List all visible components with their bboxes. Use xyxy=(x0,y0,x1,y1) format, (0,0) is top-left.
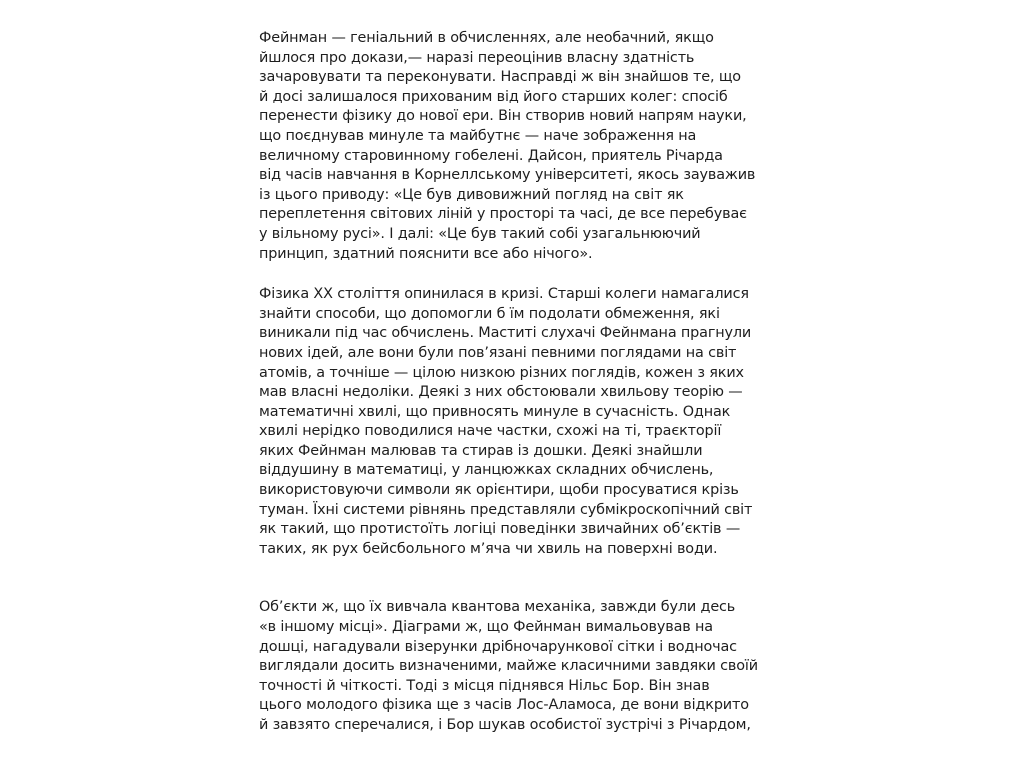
text-line: хвилі нерідко поводилися наче частки, схожі на ті, траєкторії xyxy=(259,423,722,440)
text-line: точності й чіткості. Тоді з місця піднявся Нільс Бор. Він знав xyxy=(259,677,710,694)
text-line: знайти способи, що допомогли б їм подолати обмеження, які xyxy=(259,305,720,322)
paragraph-3 xyxy=(259,598,779,735)
text-line: атомів, а точніше — цілою низкою різних поглядів, кожен з яких xyxy=(259,364,744,381)
text-line: як такий, що протистоїть логіці поведінки звичайних об’єктів — xyxy=(259,521,741,538)
text-line: таких, як рух бейсбольного м’яча чи хвиль на поверхні води. xyxy=(259,540,718,557)
text-line: принцип, здатний пояснити все або нічого». xyxy=(259,245,593,262)
text-line: й завзято сперечалися, і Бор шукав особистої зустрічі з Річардом, xyxy=(259,717,751,733)
text-column xyxy=(259,29,779,736)
text-line: використовуючи символи як орієнтири, щоби просуватися крізь xyxy=(259,482,739,499)
text-line: Фейнман — геніальний в обчисленнях, але необачний, якщо xyxy=(259,30,714,46)
text-line: яких Фейнман малював та стирав із дошки. Деякі знайшли xyxy=(259,442,703,459)
text-line: Фізика XX століття опинилася в кризі. Старші колеги намагалися xyxy=(259,286,749,303)
paragraph-1 xyxy=(259,29,779,264)
text-line: переплетення світових ліній у просторі та часі, де все перебуває xyxy=(259,206,747,223)
text-line: математичні хвилі, що привносять минуле в сучасність. Однак xyxy=(259,403,731,420)
text-line: Об’єкти ж, що їх вивчала квантова механіка, завжди були десь xyxy=(259,599,736,616)
text-line: у вільному русі». І далі: «Це був такий собі узагальнюючий xyxy=(259,225,701,242)
text-line: «в іншому місці». Діаграми ж, що Фейнман вимальовував на xyxy=(259,619,713,636)
text-line: цього молодого фізика ще з часів Лос-Аламоса, де вони відкрито xyxy=(259,697,749,714)
text-line: дошці, нагадували візерунки дрібночарункової сітки і водночас xyxy=(259,638,737,655)
text-line: що поєднував минуле та майбутнє — наче зображення на xyxy=(259,127,697,144)
text-line: зачаровувати та переконувати. Насправді ж він знайшов те, що xyxy=(259,69,741,86)
text-line: від часів навчання в Корнеллському університеті, якось зауважив xyxy=(259,167,756,184)
text-line: величному старовинному гобелені. Дайсон, приятель Річарда xyxy=(259,147,723,164)
text-line: виникали під час обчислень. Маститі слухачі Фейнмана прагнули xyxy=(259,325,752,342)
text-line: перенести фізику до нової ери. Він створив новий напрям науки, xyxy=(259,108,747,125)
text-line: виглядали досить визначеними, майже класичними завдяки своїй xyxy=(259,658,758,675)
paragraph-2 xyxy=(259,285,779,559)
text-line: віддушину в математиці, у ланцюжках складних обчислень, xyxy=(259,462,714,479)
text-line: мав власні недоліки. Деякі з них обстоювали хвильову теорію — xyxy=(259,384,743,401)
text-line: йшлося про докази,— наразі переоцінив власну здатність xyxy=(259,49,695,66)
text-line: туман. Їхні системи рівнянь представляли субмікроскопічний світ xyxy=(259,501,753,518)
text-line: із цього приводу: «Це був дивовижний погляд на світ як xyxy=(259,186,684,203)
text-line: й досі залишалося прихованим від його старших колег: спосіб xyxy=(259,88,728,105)
text-line: нових ідей, але вони були пов’язані певними поглядами на світ xyxy=(259,344,737,361)
